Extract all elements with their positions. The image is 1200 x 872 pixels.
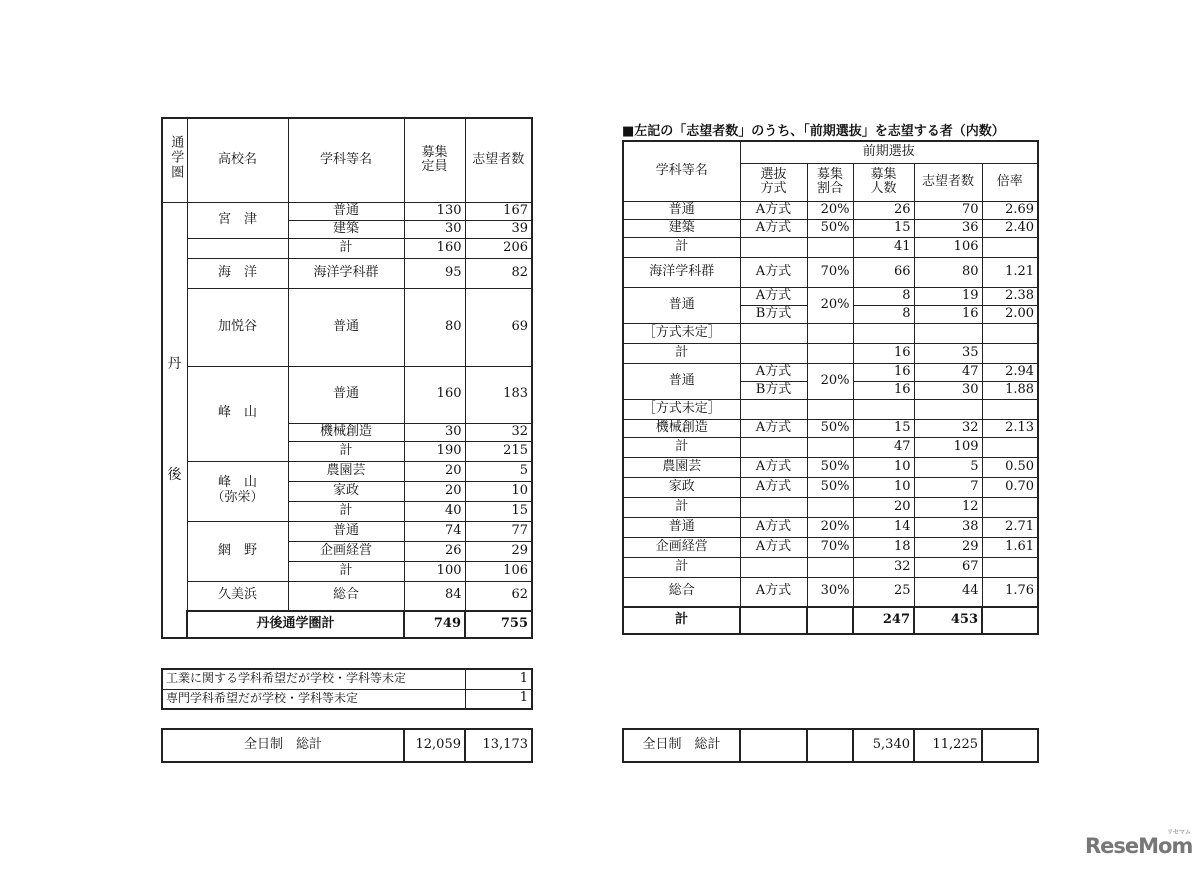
applicants-cell: 29 [914, 537, 982, 557]
quota-cell: 18 [853, 537, 914, 557]
grand-total-label: 全日制 総計 [162, 729, 404, 762]
table-row [162, 288, 532, 366]
table-row [623, 557, 1038, 577]
grand-total-row [162, 729, 532, 762]
dept-cell: 普通 [623, 517, 740, 537]
grand-total-right [622, 728, 1039, 763]
table-row [623, 323, 1038, 343]
applicants-cell: 7 [914, 477, 982, 497]
resemom-logo [1085, 829, 1193, 858]
area-total-label: 計 [623, 607, 740, 634]
method-cell: A方式 [740, 537, 807, 557]
quota-cell: 26 [853, 201, 914, 219]
applicants-cell: 69 [465, 288, 532, 366]
table-row [162, 581, 532, 611]
right-table-caption: ■左記の「志望者数」のうち、「前期選抜」を志望する者（内数） [622, 124, 1005, 139]
method-cell: A方式 [740, 477, 807, 497]
capacity-cell: 95 [404, 258, 465, 288]
ratio-cell: 20% [807, 363, 853, 399]
method-cell: A方式 [740, 517, 807, 537]
method-cell: A方式 [740, 577, 807, 607]
header-capacity: 募集定員 [404, 118, 465, 202]
table-row [623, 287, 1038, 305]
school-name: 宮 津 [187, 202, 288, 238]
dept-cell: 海洋学科群 [288, 258, 404, 288]
blank-cell [740, 607, 807, 634]
grand-total-left [161, 728, 533, 763]
header-dept: 学科等名 [288, 118, 404, 202]
applicants-cell: 29 [465, 541, 532, 561]
blank-cell [807, 237, 853, 257]
dept-cell: 機械創造 [623, 419, 740, 437]
area-total-applicants: 755 [465, 611, 532, 638]
dept-cell: 計 [623, 437, 740, 457]
rate-cell: 0.50 [982, 457, 1038, 477]
rate-cell: 1.61 [982, 537, 1038, 557]
capacity-cell: 130 [404, 202, 465, 220]
applicants-cell: 38 [914, 517, 982, 537]
dept-cell: 家政 [288, 481, 404, 501]
blank-cell [914, 399, 982, 419]
quota-cell: 16 [853, 343, 914, 363]
dept-cell: 企画経営 [288, 541, 404, 561]
area-char-1: 丹 [167, 356, 182, 373]
applicants-cell: 36 [914, 219, 982, 237]
dept-cell: 建築 [623, 219, 740, 237]
header-group: 前期選抜 [740, 141, 1038, 163]
dept-cell: 総合 [623, 577, 740, 607]
quota-cell: 10 [853, 457, 914, 477]
rate-cell: 1.88 [982, 381, 1038, 399]
quota-cell: 8 [853, 305, 914, 323]
dept-cell: 企画経営 [623, 537, 740, 557]
ratio-cell: 50% [807, 419, 853, 437]
grand-total-capacity: 12,059 [404, 729, 465, 762]
notes-table [161, 668, 533, 710]
capacity-cell: 160 [404, 366, 465, 423]
blank-cell [807, 343, 853, 363]
ratio-cell: 70% [807, 257, 853, 287]
capacity-cell: 20 [404, 461, 465, 481]
capacity-cell: 30 [404, 220, 465, 238]
table-row [623, 363, 1038, 381]
school-name: 久美浜 [187, 581, 288, 611]
applicants-cell: 77 [465, 521, 532, 541]
left-table [161, 117, 533, 639]
undecided-cell: ［方式未定］ [623, 323, 740, 343]
table-row [623, 537, 1038, 557]
grand-total-applicants: 11,225 [914, 729, 982, 762]
blank-cell [982, 343, 1038, 363]
right-table [622, 140, 1039, 635]
school-name-line-2: （弥栄） [211, 490, 264, 505]
note-row [162, 669, 532, 689]
capacity-cell: 26 [404, 541, 465, 561]
table-row [162, 461, 532, 481]
method-cell: A方式 [740, 201, 807, 219]
quota-cell: 47 [853, 437, 914, 457]
rate-cell: 2.13 [982, 419, 1038, 437]
school-name [187, 461, 288, 521]
blank-cell [807, 399, 853, 419]
quota-cell: 14 [853, 517, 914, 537]
header-applicants: 志望者数 [914, 163, 982, 201]
blank-cell [853, 399, 914, 419]
note-label: 専門学科希望だが学校・学科等未定 [162, 689, 465, 709]
blank-cell [740, 557, 807, 577]
quota-cell: 8 [853, 287, 914, 305]
method-cell: A方式 [740, 457, 807, 477]
quota-cell: 16 [853, 381, 914, 399]
grand-total-row [623, 729, 1038, 762]
blank-cell [982, 729, 1038, 762]
capacity-cell: 190 [404, 441, 465, 461]
applicants-cell: 70 [914, 201, 982, 219]
quota-cell: 41 [853, 237, 914, 257]
blank-cell [807, 497, 853, 517]
blank-cell [914, 323, 982, 343]
dept-cell: 普通 [288, 202, 404, 220]
header-ratio: 募集割合 [807, 163, 853, 201]
applicants-cell: 62 [465, 581, 532, 611]
capacity-cell: 80 [404, 288, 465, 366]
applicants-cell: 15 [465, 501, 532, 521]
table-row [162, 366, 532, 423]
left-header-row [162, 118, 532, 202]
capacity-cell: 30 [404, 423, 465, 441]
applicants-cell: 82 [465, 258, 532, 288]
rate-cell: 2.71 [982, 517, 1038, 537]
applicants-cell: 44 [914, 577, 982, 607]
capacity-cell: 20 [404, 481, 465, 501]
area-total-row [162, 611, 532, 638]
applicants-cell: 215 [465, 441, 532, 461]
blank-cell [740, 237, 807, 257]
grand-total-label: 全日制 総計 [623, 729, 740, 762]
blank-cell [740, 343, 807, 363]
applicants-cell: 167 [465, 202, 532, 220]
header-school: 高校名 [187, 118, 288, 202]
applicants-cell: 5 [914, 457, 982, 477]
dept-cell: 普通 [288, 288, 404, 366]
table-row [623, 343, 1038, 363]
blank-cell [982, 237, 1038, 257]
method-cell: B方式 [740, 381, 807, 399]
ratio-cell: 20% [807, 287, 853, 323]
dept-cell: 計 [288, 561, 404, 581]
header-applicants: 志望者数 [465, 118, 532, 202]
applicants-cell: 5 [465, 461, 532, 481]
applicants-cell: 30 [914, 381, 982, 399]
table-row [162, 521, 532, 541]
dept-cell: 総合 [288, 581, 404, 611]
applicants-cell: 206 [465, 238, 532, 258]
note-value: 1 [465, 689, 532, 709]
blank-cell [982, 557, 1038, 577]
table-row [162, 202, 532, 220]
header-method: 選抜方式 [740, 163, 807, 201]
table-row [623, 517, 1038, 537]
dept-cell: 農園芸 [623, 457, 740, 477]
dept-cell: 普通 [623, 363, 740, 399]
dept-cell: 建築 [288, 220, 404, 238]
area-total-applicants: 453 [914, 607, 982, 634]
blank-cell [807, 729, 853, 762]
dept-cell: 計 [623, 497, 740, 517]
capacity-cell: 160 [404, 238, 465, 258]
dept-cell: 海洋学科群 [623, 257, 740, 287]
rate-cell: 1.76 [982, 577, 1038, 607]
applicants-cell: 47 [914, 363, 982, 381]
method-cell: A方式 [740, 257, 807, 287]
ratio-cell: 50% [807, 477, 853, 497]
quota-cell: 32 [853, 557, 914, 577]
rate-cell: 2.38 [982, 287, 1038, 305]
school-name: 海 洋 [187, 258, 288, 288]
dept-cell: 農園芸 [288, 461, 404, 481]
applicants-cell: 19 [914, 287, 982, 305]
right-header-row-1 [623, 141, 1038, 163]
dept-cell: 計 [288, 441, 404, 461]
applicants-cell: 16 [914, 305, 982, 323]
table-row [623, 437, 1038, 457]
quota-cell: 15 [853, 419, 914, 437]
dept-cell: 家政 [623, 477, 740, 497]
logo-sub: リセマム [1167, 829, 1191, 836]
grand-total-quota: 5,340 [853, 729, 914, 762]
applicants-cell: 10 [465, 481, 532, 501]
ratio-cell: 70% [807, 537, 853, 557]
blank-cell [982, 607, 1038, 634]
table-row [623, 457, 1038, 477]
ratio-cell: 20% [807, 201, 853, 219]
blank-cell [740, 399, 807, 419]
quota-cell: 15 [853, 219, 914, 237]
quota-cell: 10 [853, 477, 914, 497]
header-rate: 倍率 [982, 163, 1038, 201]
area-total-capacity: 749 [404, 611, 465, 638]
blank-cell [740, 323, 807, 343]
blank-cell [982, 399, 1038, 419]
dept-cell: 計 [623, 237, 740, 257]
blank-cell [807, 557, 853, 577]
table-row [623, 219, 1038, 237]
ratio-cell: 30% [807, 577, 853, 607]
note-label: 工業に関する学科希望だが学校・学科等未定 [162, 669, 465, 689]
rate-cell: 2.69 [982, 201, 1038, 219]
note-value: 1 [465, 669, 532, 689]
grand-total-applicants: 13,173 [465, 729, 532, 762]
area-cell [162, 202, 187, 638]
table-row [623, 201, 1038, 219]
school-name: 加悦谷 [187, 288, 288, 366]
table-row [623, 237, 1038, 257]
blank-cell [982, 323, 1038, 343]
applicants-cell: 106 [465, 561, 532, 581]
area-total-label: 丹後通学圏計 [187, 611, 404, 638]
table-row [162, 258, 532, 288]
header-dept: 学科等名 [623, 141, 740, 201]
table-row [623, 577, 1038, 607]
dept-cell: 普通 [288, 521, 404, 541]
ratio-cell: 20% [807, 517, 853, 537]
blank-cell [807, 323, 853, 343]
quota-cell: 25 [853, 577, 914, 607]
dept-cell: 計 [623, 343, 740, 363]
table-row [623, 419, 1038, 437]
applicants-cell: 12 [914, 497, 982, 517]
table-row [162, 238, 532, 258]
school-name: 峰 山 [187, 366, 288, 461]
method-cell: A方式 [740, 363, 807, 381]
blank-cell [982, 437, 1038, 457]
ratio-cell: 50% [807, 219, 853, 237]
blank-cell [807, 437, 853, 457]
school-name: 網 野 [187, 521, 288, 581]
header-quota: 募集人数 [853, 163, 914, 201]
applicants-cell: 183 [465, 366, 532, 423]
applicants-cell: 109 [914, 437, 982, 457]
dept-cell: 普通 [623, 201, 740, 219]
applicants-cell: 67 [914, 557, 982, 577]
rate-cell: 2.94 [982, 363, 1038, 381]
applicants-cell: 80 [914, 257, 982, 287]
dept-cell: 機械創造 [288, 423, 404, 441]
dept-cell: 計 [288, 501, 404, 521]
table-row [623, 399, 1038, 419]
blank-cell [740, 437, 807, 457]
method-cell: A方式 [740, 219, 807, 237]
logo-text: ReseMom [1085, 834, 1193, 858]
table-row [623, 477, 1038, 497]
applicants-cell: 106 [914, 237, 982, 257]
blank-cell [740, 729, 807, 762]
applicants-cell: 32 [465, 423, 532, 441]
undecided-cell: ［方式未定］ [623, 399, 740, 419]
rate-cell: 2.00 [982, 305, 1038, 323]
capacity-cell: 84 [404, 581, 465, 611]
method-cell: A方式 [740, 419, 807, 437]
blank-cell [853, 323, 914, 343]
quota-cell: 16 [853, 363, 914, 381]
header-area: 通学圏 [162, 118, 187, 202]
quota-cell: 66 [853, 257, 914, 287]
capacity-cell: 74 [404, 521, 465, 541]
table-row [623, 257, 1038, 287]
dept-cell: 普通 [623, 287, 740, 323]
blank-cell [807, 607, 853, 634]
applicants-cell: 35 [914, 343, 982, 363]
method-cell: A方式 [740, 287, 807, 305]
note-row [162, 689, 532, 709]
quota-cell: 20 [853, 497, 914, 517]
rate-cell: 0.70 [982, 477, 1038, 497]
area-char-2: 後 [167, 467, 182, 484]
capacity-cell: 40 [404, 501, 465, 521]
blank-cell [740, 497, 807, 517]
area-total-row [623, 607, 1038, 634]
applicants-cell: 32 [914, 419, 982, 437]
blank-cell [982, 497, 1038, 517]
rate-cell: 1.21 [982, 257, 1038, 287]
school-name-line-1: 峰 山 [217, 475, 257, 491]
table-row [623, 497, 1038, 517]
dept-cell: 普通 [288, 366, 404, 423]
ratio-cell: 50% [807, 457, 853, 477]
rate-cell: 2.40 [982, 219, 1038, 237]
method-cell: B方式 [740, 305, 807, 323]
dept-cell: 計 [288, 238, 404, 258]
blank-cell [187, 238, 288, 258]
applicants-cell: 39 [465, 220, 532, 238]
dept-cell: 計 [623, 557, 740, 577]
area-total-quota: 247 [853, 607, 914, 634]
capacity-cell: 100 [404, 561, 465, 581]
